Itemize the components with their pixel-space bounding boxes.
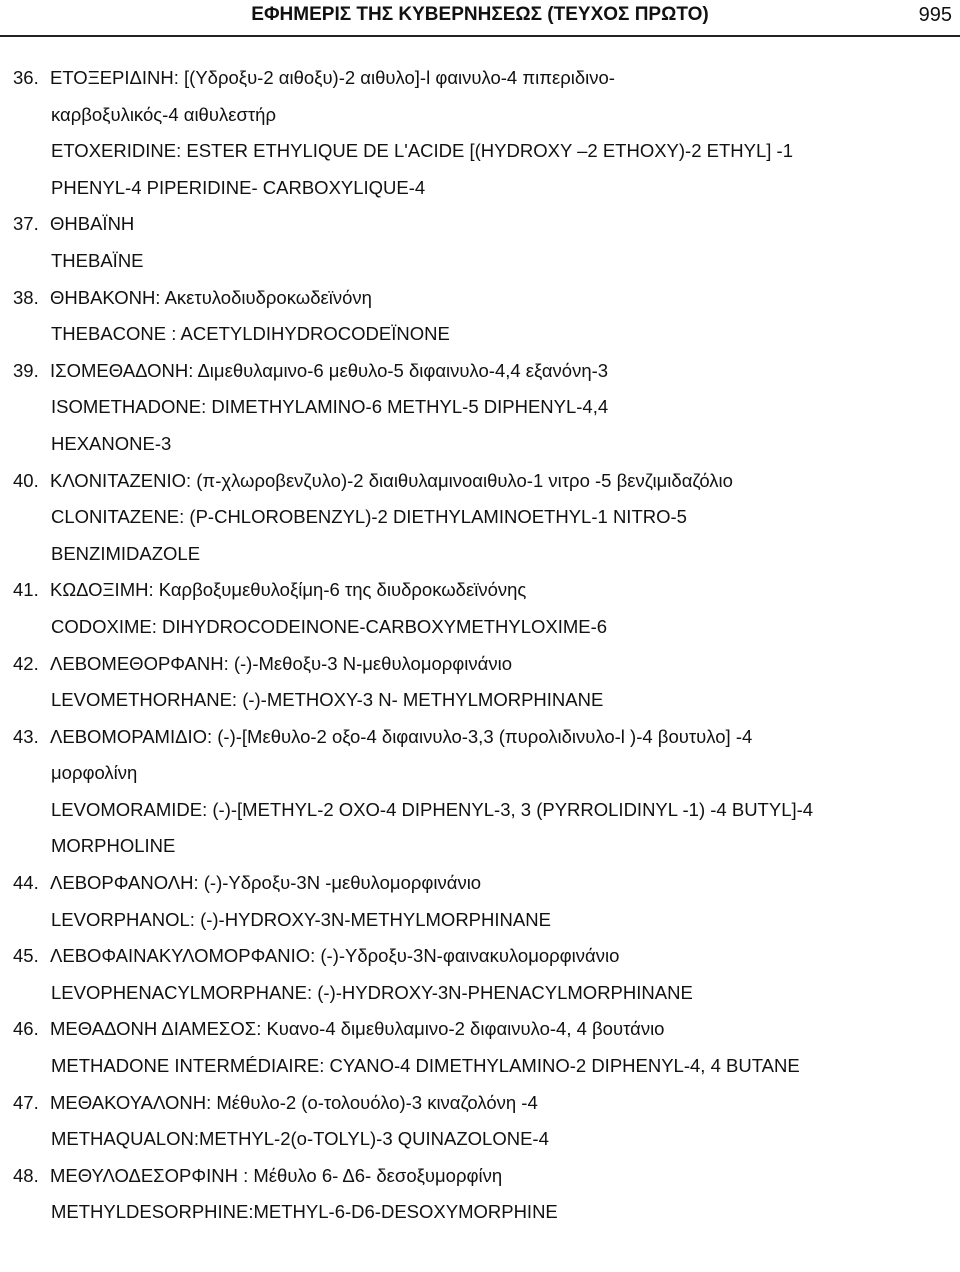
list-item [0, 572, 960, 609]
entry-line: LEVORPHANOL: (-)-HYDROXY-3N-METHYLMORPHINANE [51, 908, 551, 930]
list-item [0, 463, 960, 500]
entry-line: BENZIMIDAZOLE [51, 542, 201, 564]
entry-line: LEVOMORAMIDE: (-)-[METHYL-2 OXO-4 DIPHENYL-3, 3 (PYRROLIDINYL -1) -4 BUTYL]-4 [51, 798, 814, 820]
list-item [0, 646, 960, 683]
entry-line: ΛΕΒΟΜΟΡΑΜΙΔΙΟ: (-)-[Μεθυλο-2 οξο-4 διφαινυλο-3,3 (πυρολιδινυλο-l )-4 βουτυλο] -4 [50, 725, 753, 747]
entry-line: METHYLDESORPHINE:METHYL-6-D6-DESOXYMORPHINE [51, 1201, 558, 1223]
entry-line: METHAQUALON:METHYL-2(o-TOLYL)-3 QUINAZOLONE-4 [51, 1128, 549, 1150]
page-header [0, 4, 960, 28]
entry-line: ΜΕΘΑΔΟΝΗ ΔΙΑΜΕΣΟΣ: Κυανο-4 διμεθυλαμινο-2 διφαινυλο-4, 4 βουτάνιο [50, 1018, 665, 1040]
entry-line: μορφολίνη [51, 762, 138, 784]
list-item [0, 280, 960, 317]
entry-line: ΛΕΒΟΡΦΑΝΟΛΗ: (-)-Υδροξυ-3Ν -μεθυλομορφινάνιο [50, 872, 482, 894]
entry-number: 39. [13, 359, 39, 381]
entry-number: 41. [13, 579, 39, 601]
entry-line: καρβοξυλικός-4 αιθυλεστήρ [51, 103, 276, 125]
entry-number: 42. [13, 652, 39, 674]
entry-number: 40. [13, 469, 39, 491]
entry-line: ΚΩΔΟΞΙΜΗ: Καρβοξυμεθυλοξίμη-6 της διυδροκωδεϊνόνης [50, 579, 527, 601]
list-item [0, 1158, 960, 1195]
entry-list [0, 60, 960, 1231]
list-item [0, 1085, 960, 1122]
entry-line: ΘΗΒΑΚΟΝΗ: Ακετυλοδιυδροκωδεϊνόνη [50, 286, 372, 308]
entry-line: THEBACONE : ACETYLDIHYDROCODEÏNONE [51, 323, 450, 345]
entry-line: LEVOPHENACYLMORPHANE: (-)-HYDROXY-3N-PHENACYLMORPHINANE [51, 981, 693, 1003]
entry-line: ΛΕΒΟΦΑΙΝΑΚΥΛΟΜΟΡΦΑΝΙΟ: (-)-Υδροξυ-3Ν-φαινακυλομορφινάνιο [50, 945, 620, 967]
entry-number: 36. [13, 67, 39, 88]
entry-number: 45. [13, 945, 39, 967]
entry-number: 47. [13, 1091, 39, 1113]
entry-line: ΙΣΟΜΕΘΑΔΟΝΗ: Διμεθυλαμινο-6 μεθυλο-5 διφαινυλο-4,4 εξανόνη-3 [50, 359, 609, 381]
entry-line: LEVOMETHORHANE: (-)-METHOXY-3 N- METHYLMORPHINANE [51, 689, 604, 711]
entry-line: ΚΛΟΝΙΤΑΖΕΝΙΟ: (π-χλωροβενζυλο)-2 διαιθυλαμινοαιθυλο-1 νιτρο -5 βενζιμιδαζόλιο [50, 469, 733, 491]
entry-line: ETOXERIDINE: ESTER ETHYLIQUE DE L'ACIDE [(HYDROXY –2 ETHOXY)-2 ETHYL] -1 [51, 140, 793, 162]
entry-line: THEBAÏNE [51, 249, 144, 271]
entry-number: 44. [13, 872, 39, 894]
list-item [0, 206, 960, 243]
entry-number: 37. [13, 213, 39, 235]
list-item [0, 1011, 960, 1048]
entry-line: MORPHOLINE [51, 835, 176, 857]
entry-number: 38. [13, 286, 39, 308]
entry-number: 46. [13, 1018, 39, 1040]
list-item [0, 353, 960, 390]
entry-number: 43. [13, 725, 39, 747]
entry-line: CLONITAZENE: (P-CHLOROBENZYL)-2 DIETHYLAMINOETHYL-1 NITRO-5 [51, 506, 687, 528]
page-number: 995 [918, 4, 952, 26]
gazette-title: ΕΦΗΜΕΡΙΣ ΤΗΣ ΚΥΒΕΡΝΗΣΕΩΣ (ΤΕΥΧΟΣ ΠΡΩΤΟ) [251, 4, 709, 25]
entry-line: HEXANONE-3 [51, 432, 172, 454]
entry-line: CODOXIME: DIHYDROCODEINONE-CARBOXYMETHYLOXIME-6 [51, 615, 608, 637]
entry-line: PHENYL-4 PIPERIDINE- CARBOXYLIQUE-4 [51, 176, 426, 198]
entry-line: ΜΕΘΑΚΟΥΑΛΟΝΗ: Μέθυλο-2 (ο-τολουόλο)-3 κιναζολόνη -4 [50, 1091, 538, 1113]
list-item [0, 938, 960, 975]
list-item [0, 60, 960, 97]
entry-line: ISOMETHADONE: DIMETHYLAMINO-6 METHYL-5 DIPHENYL-4,4 [51, 396, 609, 418]
list-item [0, 865, 960, 902]
entry-line: ΜΕΘΥΛΟΔΕΣΟΡΦΙΝΗ : Μέθυλο 6- Δ6- δεσοξυμορφίνη [50, 1164, 503, 1186]
entry-line: ΕΤΟΞΕΡΙΔΙΝΗ: [(Υδροξυ-2 αιθοξυ)-2 αιθυλο]-l φαινυλο-4 πιπεριδινο- [50, 67, 615, 88]
entry-line: ΘΗΒΑΪΝΗ [50, 213, 135, 235]
header-divider [0, 35, 960, 37]
list-item [0, 719, 960, 756]
entry-line: METHADONE INTERMÉDIAIRE: CYANO-4 DIMETHYLAMINO-2 DIPHENYL-4, 4 BUTANE [51, 1055, 800, 1077]
entry-line: ΛΕΒΟΜΕΘΟΡΦΑΝΗ: (-)-Μεθοξυ-3 Ν-μεθυλομορφινάνιο [50, 652, 512, 674]
entry-number: 48. [13, 1164, 39, 1186]
